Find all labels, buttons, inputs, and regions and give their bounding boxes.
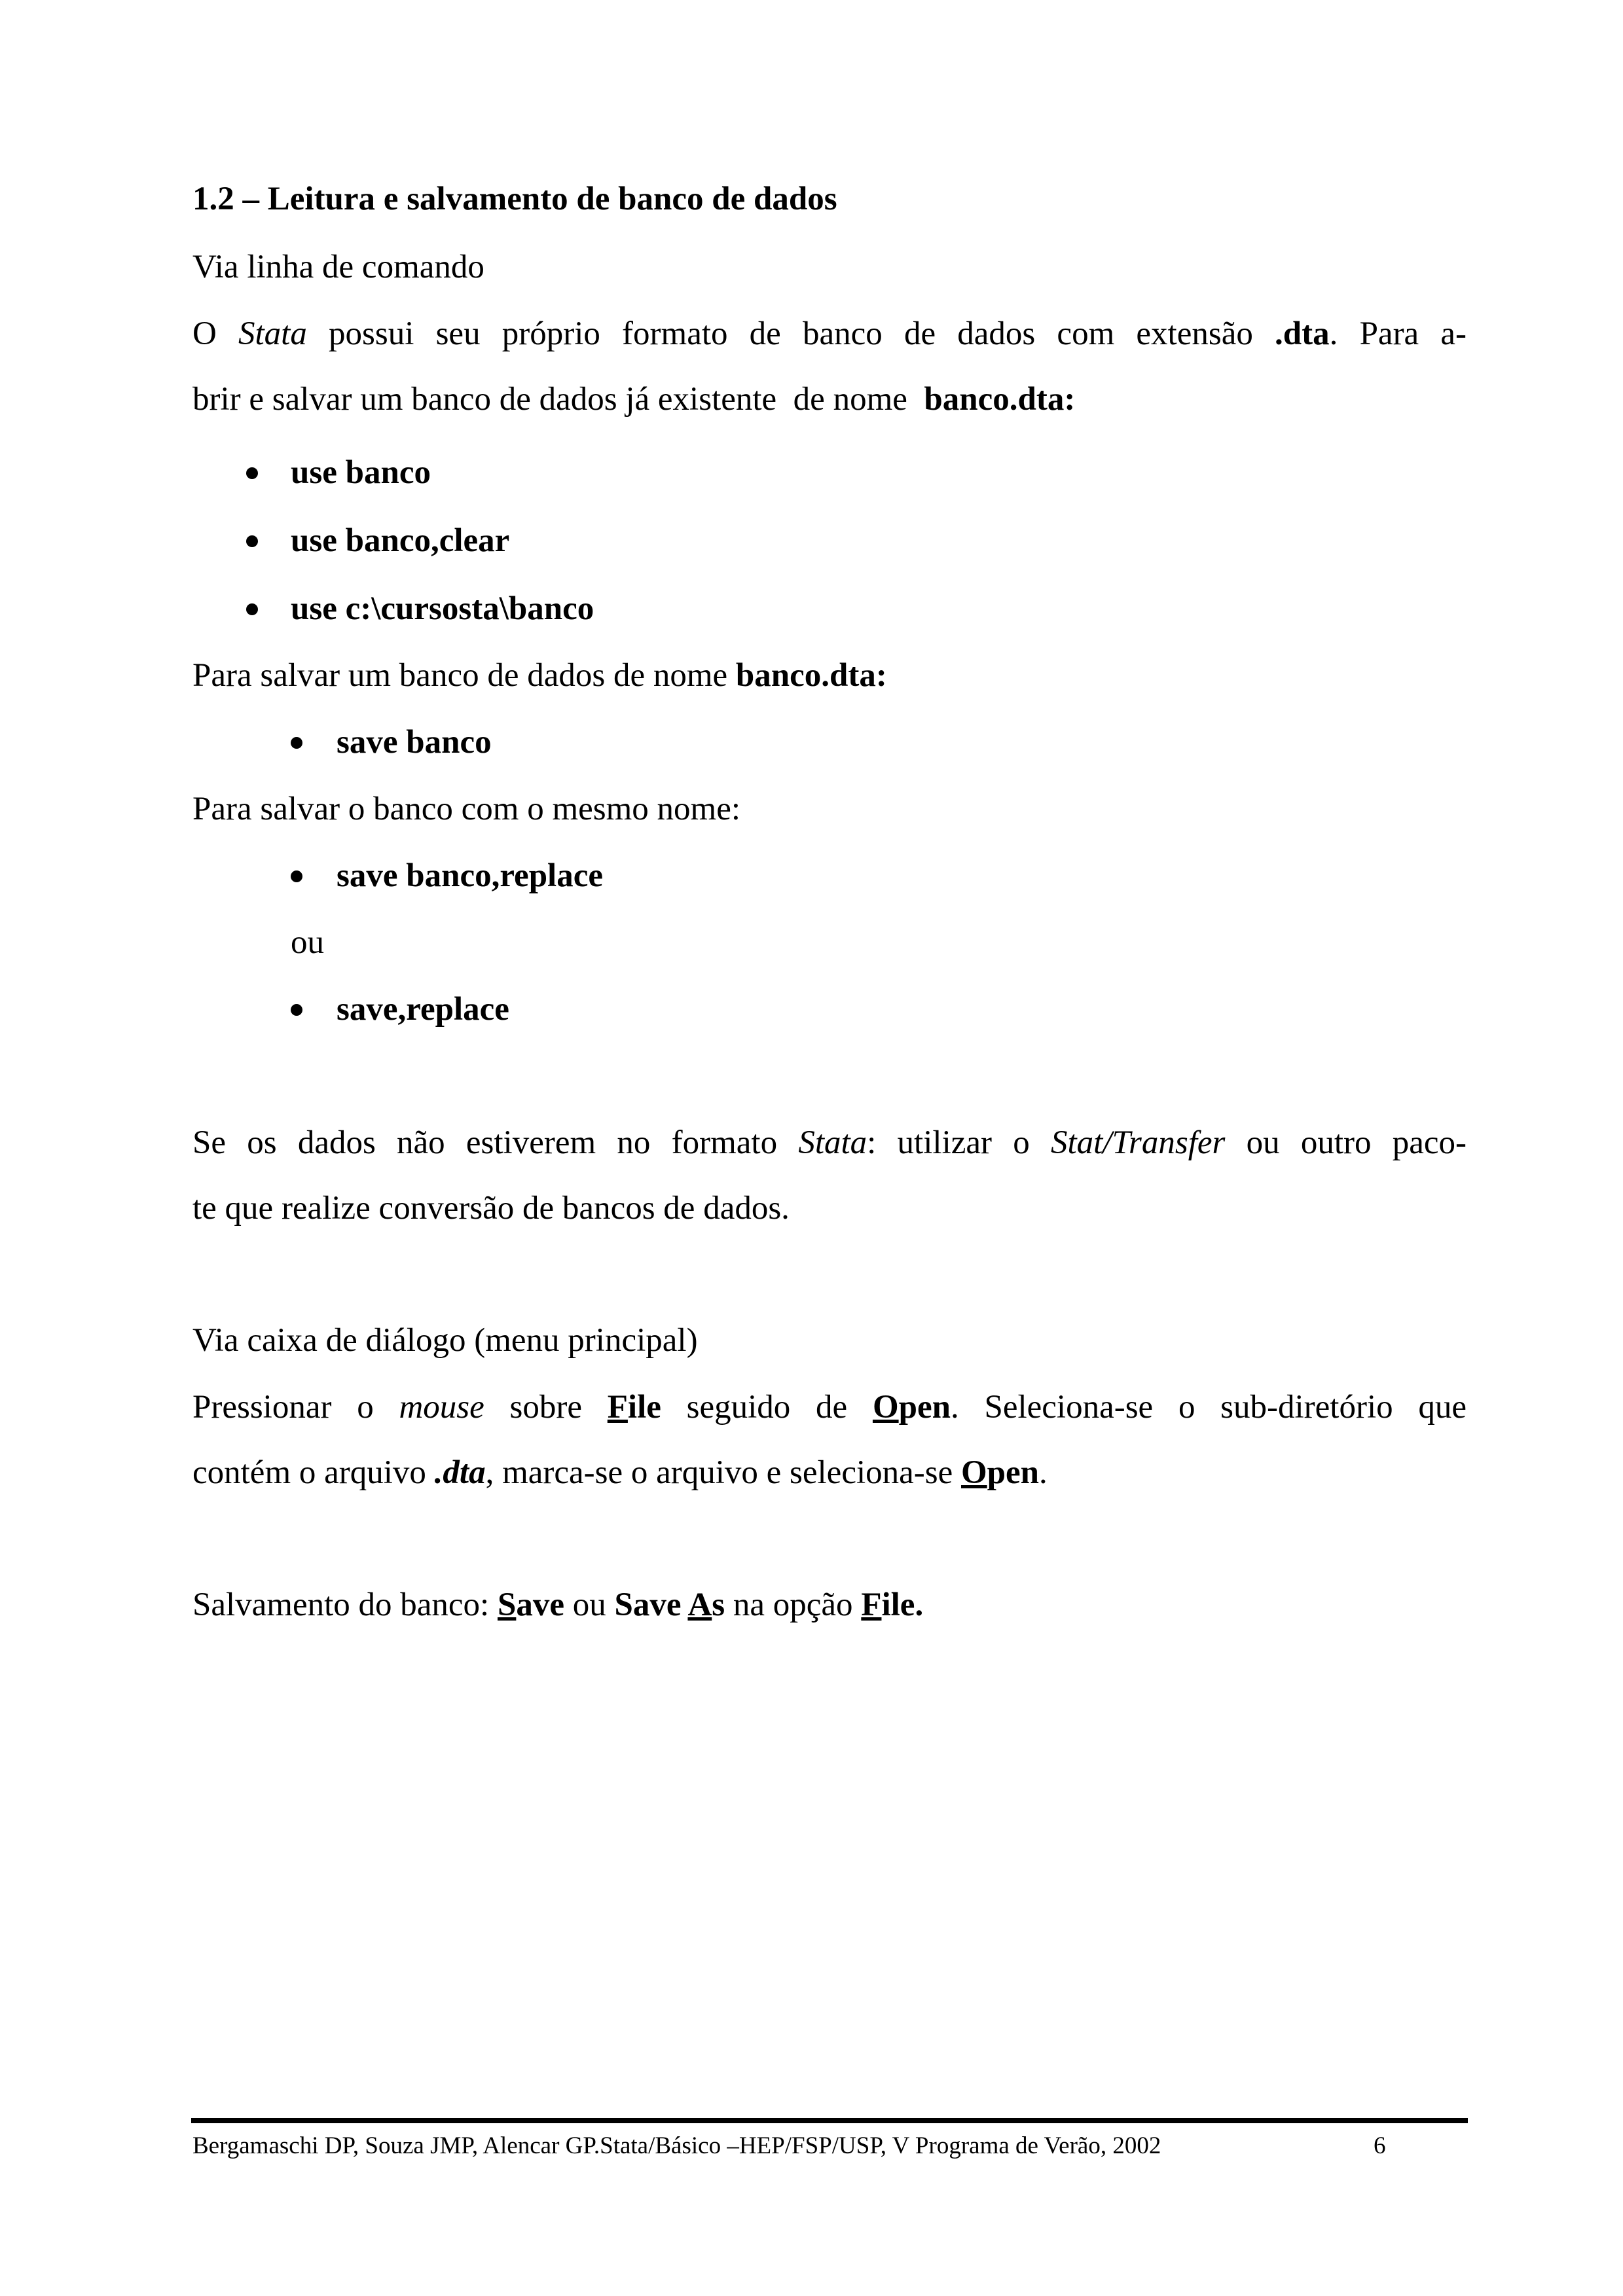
command-item: use banco,clear	[291, 522, 510, 559]
command-item: use banco	[291, 454, 431, 491]
command-item: save,replace	[337, 991, 509, 1028]
saving-line: Salvamento do banco: Save ou Save As na opção File.	[192, 1587, 924, 1623]
save-as-menu-ref: Save As	[614, 1587, 725, 1623]
section-heading: 1.2 – Leitura e salvamento de banco de dados	[192, 181, 837, 217]
replace-intro: Para salvar o banco com o mesmo nome:	[192, 791, 741, 827]
cmdline-subtitle: Via linha de comando	[192, 249, 484, 285]
bullet-icon	[291, 737, 302, 749]
dialog-line-1: Pressionar o mouse sobre File seguido de Open. Seleciona-se o sub-diretório que	[192, 1389, 1467, 1426]
file-menu-ref: File.	[861, 1587, 924, 1623]
intro-line-1: O Stata possui seu próprio formato de banco de dados com extensão .dta. Para a-	[192, 315, 1467, 352]
dta-extension: .dta	[434, 1454, 486, 1491]
mouse-term: mouse	[399, 1389, 484, 1426]
dta-extension: .dta	[1275, 315, 1330, 352]
open-menu-ref: Open	[872, 1389, 951, 1426]
command-item: save banco,replace	[337, 857, 604, 894]
page-number: 6	[1374, 2132, 1386, 2159]
command-item: save banco	[337, 724, 492, 761]
file-menu-ref: File	[607, 1389, 661, 1426]
stata-term: Stata	[238, 315, 307, 352]
or-text: ou	[291, 924, 324, 961]
save-menu-ref: Save	[497, 1587, 564, 1623]
footer-divider	[191, 2118, 1468, 2123]
footer-citation: Bergamaschi DP, Souza JMP, Alencar GP.Stata/Básico –HEP/FSP/USP, V Programa de Verão, 2002	[192, 2132, 1161, 2159]
bullet-icon	[246, 603, 258, 615]
bullet-icon	[291, 870, 302, 882]
save-intro: Para salvar um banco de dados de nome banco.dta:	[192, 657, 887, 694]
command-item: use c:\cursosta\banco	[291, 590, 594, 627]
file-name: banco.dta:	[735, 657, 887, 694]
bullet-icon	[291, 1004, 302, 1016]
intro-line-2: brir e salvar um banco de dados já existente de nome banco.dta:	[192, 381, 1076, 418]
conversion-line-2: te que realize conversão de bancos de dados.	[192, 1190, 790, 1227]
file-name: banco.dta:	[924, 381, 1076, 418]
conversion-line-1: Se os dados não estiverem no formato Stata: utilizar o Stat/Transfer ou outro paco-	[192, 1124, 1467, 1161]
bullet-icon	[246, 535, 258, 547]
dialog-line-2: contém o arquivo .dta, marca-se o arquivo e seleciona-se Open.	[192, 1454, 1048, 1491]
bullet-icon	[246, 467, 258, 479]
open-menu-ref: Open	[960, 1454, 1040, 1491]
dialog-subtitle: Via caixa de diálogo (menu principal)	[192, 1322, 698, 1359]
stat-transfer-term: Stat/Transfer	[1050, 1124, 1226, 1161]
